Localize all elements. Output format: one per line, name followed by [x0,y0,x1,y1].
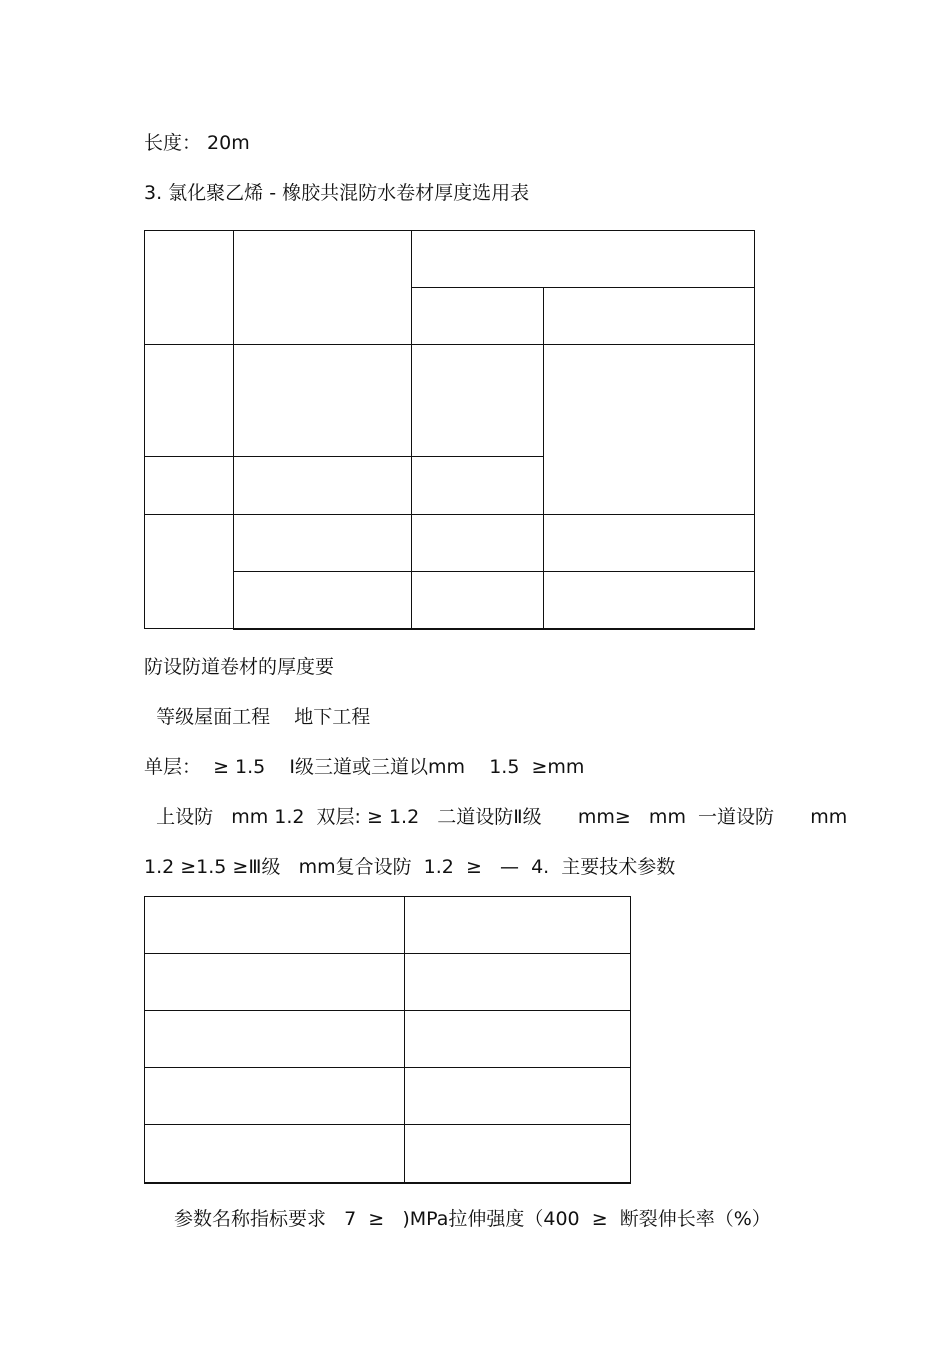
table-cell [145,954,405,1011]
table-cell [145,1068,405,1125]
table-cell [405,897,631,954]
table-cell [145,897,405,954]
table-cell [544,572,755,629]
table-cell [234,515,412,572]
table-cell [145,345,234,457]
thickness-table [144,230,755,630]
paragraph: 防设防道卷材的厚度要 [144,656,335,678]
table-cell [145,1125,405,1183]
table-cell [405,954,631,1011]
table-cell [405,1068,631,1125]
table-cell [412,515,544,572]
table-cell [145,457,234,515]
length-line: 长度： 20m [144,132,250,154]
paragraph: 参数名称指标要求 7 ≥ )MPa拉伸强度（400 ≥ 断裂伸长率（%） [174,1208,771,1230]
table-cell [412,231,755,288]
table-cell [234,572,412,629]
section-title: 3. 氯化聚乙烯 - 橡胶共混防水卷材厚度选用表 [144,182,530,204]
table-cell [145,1011,405,1068]
table-cell [234,231,412,345]
table-cell [544,515,755,572]
table-cell [234,345,412,457]
table-cell [412,288,544,345]
table-cell [544,345,755,515]
paragraph: 等级屋面工程 地下工程 [144,706,371,728]
table-cell [412,572,544,629]
table-cell [412,345,544,457]
table-cell [145,515,234,629]
tech-params-table [144,896,631,1184]
paragraph: 上设防 mm 1.2 双层: ≥ 1.2 二道设防Ⅱ级 mm≥ mm 一道设防 mm [144,806,848,828]
table-cell [544,288,755,345]
table-cell [234,457,412,515]
paragraph: 单层： ≥ 1.5 Ⅰ级三道或三道以mm 1.5 ≥mm [144,756,585,778]
table-cell [412,457,544,515]
paragraph: 1.2 ≥1.5 ≥Ⅲ级 mm复合设防 1.2 ≥ — 4. 主要技术参数 [144,856,676,878]
table-cell [405,1125,631,1183]
table-cell [405,1011,631,1068]
table-cell [145,231,234,345]
